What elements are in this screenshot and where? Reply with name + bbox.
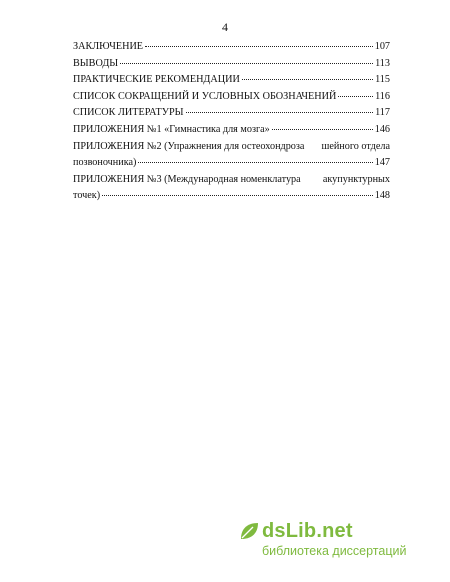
toc-entry-title-continued: точек) <box>73 190 101 202</box>
dot-leader <box>338 95 373 97</box>
toc-entry-title-continued: позвоночника) <box>73 157 137 169</box>
toc-entry-page: 147 <box>374 157 390 169</box>
toc-entry-appendix-1[interactable] <box>73 123 390 140</box>
toc-entry-title-part: ПРИЛОЖЕНИЯ №3 (Международная номенклатура <box>73 173 301 185</box>
toc-entry-page: 115 <box>375 74 390 86</box>
table-of-contents <box>73 40 390 206</box>
toc-entry-references[interactable] <box>73 106 390 123</box>
dot-leader <box>242 78 373 80</box>
dot-leader <box>120 62 373 64</box>
toc-entry-title: ЗАКЛЮЧЕНИЕ <box>73 41 144 52</box>
leaf-icon <box>238 520 260 542</box>
toc-entry-title: СПИСОК ЛИТЕРАТУРЫ <box>73 107 184 119</box>
watermark-logo <box>238 520 428 564</box>
toc-entry-page: 117 <box>375 107 390 119</box>
dot-leader <box>138 161 372 163</box>
toc-entry-findings[interactable] <box>73 57 390 74</box>
toc-entry-page: 113 <box>375 57 390 69</box>
toc-entry-appendix-3[interactable] <box>73 173 390 206</box>
toc-entry-title-part: ПРИЛОЖЕНИЯ №2 (Упражнения для остеохондроза <box>73 140 305 152</box>
toc-entry-page: 107 <box>374 41 390 52</box>
toc-entry-title: ВЫВОДЫ <box>73 57 119 69</box>
dot-leader <box>272 128 373 130</box>
toc-entry-title-part: шейного отдела <box>321 140 390 152</box>
toc-entry-page: 116 <box>375 90 390 102</box>
toc-entry-recommendations[interactable] <box>73 73 390 90</box>
toc-entry-title: ПРИЛОЖЕНИЯ №1 «Гимнастика для мозга» <box>73 123 270 135</box>
dot-leader <box>102 194 373 196</box>
toc-entry-title-part: акупунктурных <box>322 173 390 185</box>
watermark-title: dsLib.net <box>262 520 353 542</box>
toc-entry-title: СПИСОК СОКРАЩЕНИЙ И УСЛОВНЫХ ОБОЗНАЧЕНИЙ <box>73 90 337 102</box>
toc-entry-conclusion[interactable] <box>73 40 390 57</box>
page-number: 4 <box>222 20 228 34</box>
toc-entry-title: ПРАКТИЧЕСКИЕ РЕКОМЕНДАЦИИ <box>73 74 240 86</box>
toc-entry-page: 148 <box>374 190 390 202</box>
toc-entry-abbreviations[interactable] <box>73 90 390 107</box>
toc-entry-page: 146 <box>374 123 390 135</box>
toc-entry-appendix-2[interactable] <box>73 140 390 173</box>
dot-leader <box>145 45 373 47</box>
watermark-subtitle: библиотека диссертаций <box>262 544 407 558</box>
dot-leader <box>186 111 374 113</box>
